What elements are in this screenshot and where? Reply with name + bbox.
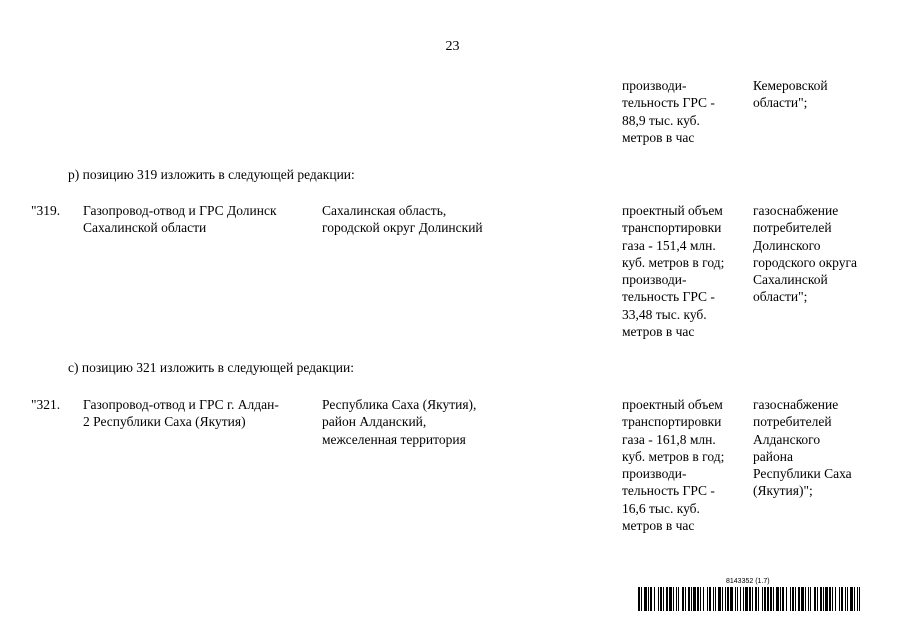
barcode-bar [857, 587, 858, 611]
text-line: метров в час [622, 324, 695, 340]
barcode-bar [660, 587, 662, 611]
barcode-code: 8143352 (1.7) [726, 578, 770, 585]
text-line: потребителей [753, 220, 832, 236]
continuation-purpose-cell [753, 77, 828, 112]
barcode-bar [658, 587, 659, 611]
barcode-bar [801, 587, 804, 611]
text-line: метров в час [622, 129, 695, 145]
entry-location-cell [322, 202, 483, 237]
barcode-bar [841, 587, 843, 611]
text-line: 88,9 тыс. куб. [622, 112, 700, 128]
barcode-bar [762, 587, 763, 611]
text-line: Алданского [753, 431, 821, 447]
barcode-bar [764, 587, 766, 611]
text-line: тельность ГРС - [622, 483, 715, 499]
barcode-bar [650, 587, 652, 611]
barcode-bar [814, 587, 816, 611]
barcode-bar [786, 587, 787, 611]
barcode-bar [854, 587, 855, 611]
barcode-bar [648, 587, 649, 611]
barcode-bar [808, 587, 809, 611]
barcode-bar [715, 587, 716, 611]
text-line: городского округа [753, 254, 858, 270]
page-number: 23 [445, 39, 460, 54]
text-line: район Алданский, [322, 414, 427, 430]
text-line: (Якутия)"; [753, 483, 813, 499]
barcode-bar [676, 587, 677, 611]
entry-number: "321. [31, 397, 61, 412]
barcode-bar [666, 587, 668, 611]
barcode-bar [805, 587, 806, 611]
barcode-bar [850, 587, 853, 611]
text-line: Сахалинской [753, 272, 828, 288]
barcode-bar [790, 587, 791, 611]
text-line: области"; [753, 95, 808, 111]
instruction-paragraph: р) позицию 319 изложить в следующей редакции: [68, 167, 355, 182]
text-line: Сахалинской области [83, 220, 207, 236]
entry-number: "319. [31, 203, 61, 218]
barcode-bar [703, 587, 704, 611]
barcode-bar [835, 587, 836, 611]
entry-purpose-cell [753, 202, 857, 306]
barcode-bar [693, 587, 696, 611]
text-line: тельность ГРС - [622, 289, 715, 305]
barcode-bar [782, 587, 784, 611]
text-line: Республика Саха (Якутия), [322, 397, 477, 412]
barcode-bar [829, 587, 831, 611]
barcode-bar [685, 587, 686, 611]
barcode-bar [752, 587, 753, 611]
text-line: 16,6 тыс. куб. [622, 500, 700, 516]
barcode-bar [730, 587, 733, 611]
barcode-bar [669, 587, 672, 611]
barcode-bar [820, 587, 822, 611]
entry-parameters-cell [622, 396, 724, 534]
barcode-bar [839, 587, 840, 611]
text-line: производи- [622, 466, 687, 482]
text-line: района [753, 448, 793, 464]
barcode-bar [825, 587, 828, 611]
barcode-bar [735, 587, 736, 611]
barcode-bar [737, 587, 738, 611]
text-line: Кемеровской [753, 78, 828, 93]
barcode-bar [832, 587, 833, 611]
barcode-bar [845, 587, 846, 611]
barcode-bar [641, 587, 642, 611]
barcode-bar [688, 587, 690, 611]
entry-location-cell [322, 396, 476, 448]
text-line: городской округ Долинский [322, 220, 483, 236]
entry-parameters-cell [622, 202, 724, 340]
barcode-bar [678, 587, 679, 611]
text-line: 2 Республики Саха (Якутия) [83, 414, 246, 430]
text-line: межселенная территория [322, 431, 466, 447]
text-line: транспортировки [622, 220, 722, 236]
text-line: производи- [622, 78, 687, 93]
barcode-bar [847, 587, 848, 611]
barcode-bar [758, 587, 759, 611]
text-line: проектный объем [622, 397, 723, 412]
text-line: Долинского [753, 237, 821, 253]
barcode-bar [792, 587, 794, 611]
barcode-bar [776, 587, 779, 611]
text-line: проектный объем [622, 203, 723, 218]
instruction-paragraph: с) позицию 321 изложить в следующей редакции: [68, 360, 355, 375]
barcode-bar [725, 587, 726, 611]
barcode-bar [709, 587, 711, 611]
barcode-bar [691, 587, 692, 611]
barcode-bar [722, 587, 723, 611]
barcode-bar [718, 587, 721, 611]
barcode-bars [638, 587, 860, 611]
continuation-parameters-cell [622, 77, 715, 146]
text-line: газа - 151,4 млн. [622, 237, 716, 253]
barcode-bar [673, 587, 674, 611]
text-line: 33,48 тыс. куб. [622, 306, 707, 322]
barcode-bar [713, 587, 714, 611]
text-line: потребителей [753, 414, 832, 430]
barcode-bar [740, 587, 741, 611]
text-line: транспортировки [622, 414, 722, 430]
barcode-bar [654, 587, 655, 611]
barcode-bar [810, 587, 811, 611]
barcode-bar [700, 587, 701, 611]
text-line: области"; [753, 289, 808, 305]
barcode-bar [767, 587, 769, 611]
barcode [638, 578, 860, 612]
barcode-bar [663, 587, 664, 611]
entry-name-cell [83, 396, 279, 431]
barcode-bar [727, 587, 729, 611]
text-line: Республики Саха [753, 466, 852, 482]
barcode-bar [745, 587, 748, 611]
barcode-bar [859, 587, 860, 611]
barcode-bar [817, 587, 818, 611]
text-line: Газопровод-отвод и ГРС Долинск [83, 203, 277, 218]
barcode-bar [682, 587, 684, 611]
text-line: газоснабжение [753, 397, 839, 412]
text-line: тельность ГРС - [622, 95, 715, 111]
barcode-bar [795, 587, 796, 611]
entry-purpose-cell [753, 396, 852, 500]
barcode-bar [697, 587, 699, 611]
barcode-bar [638, 587, 640, 611]
text-line: Газопровод-отвод и ГРС г. Алдан- [83, 397, 279, 412]
entry-name-cell [83, 202, 277, 237]
barcode-bar [743, 587, 744, 611]
barcode-bar [749, 587, 751, 611]
barcode-bar [780, 587, 781, 611]
barcode-bar [798, 587, 800, 611]
barcode-bar [707, 587, 708, 611]
text-line: куб. метров в год; [622, 448, 725, 464]
barcode-bar [755, 587, 757, 611]
text-line: производи- [622, 272, 687, 288]
text-line: Сахалинская область, [322, 203, 447, 218]
text-line: газа - 161,8 млн. [622, 431, 716, 447]
barcode-bar [823, 587, 824, 611]
barcode-bar [644, 587, 647, 611]
text-line: куб. метров в год; [622, 254, 725, 270]
text-line: метров в час [622, 518, 695, 534]
barcode-bar [770, 587, 772, 611]
barcode-bar [773, 587, 774, 611]
text-line: газоснабжение [753, 203, 839, 218]
